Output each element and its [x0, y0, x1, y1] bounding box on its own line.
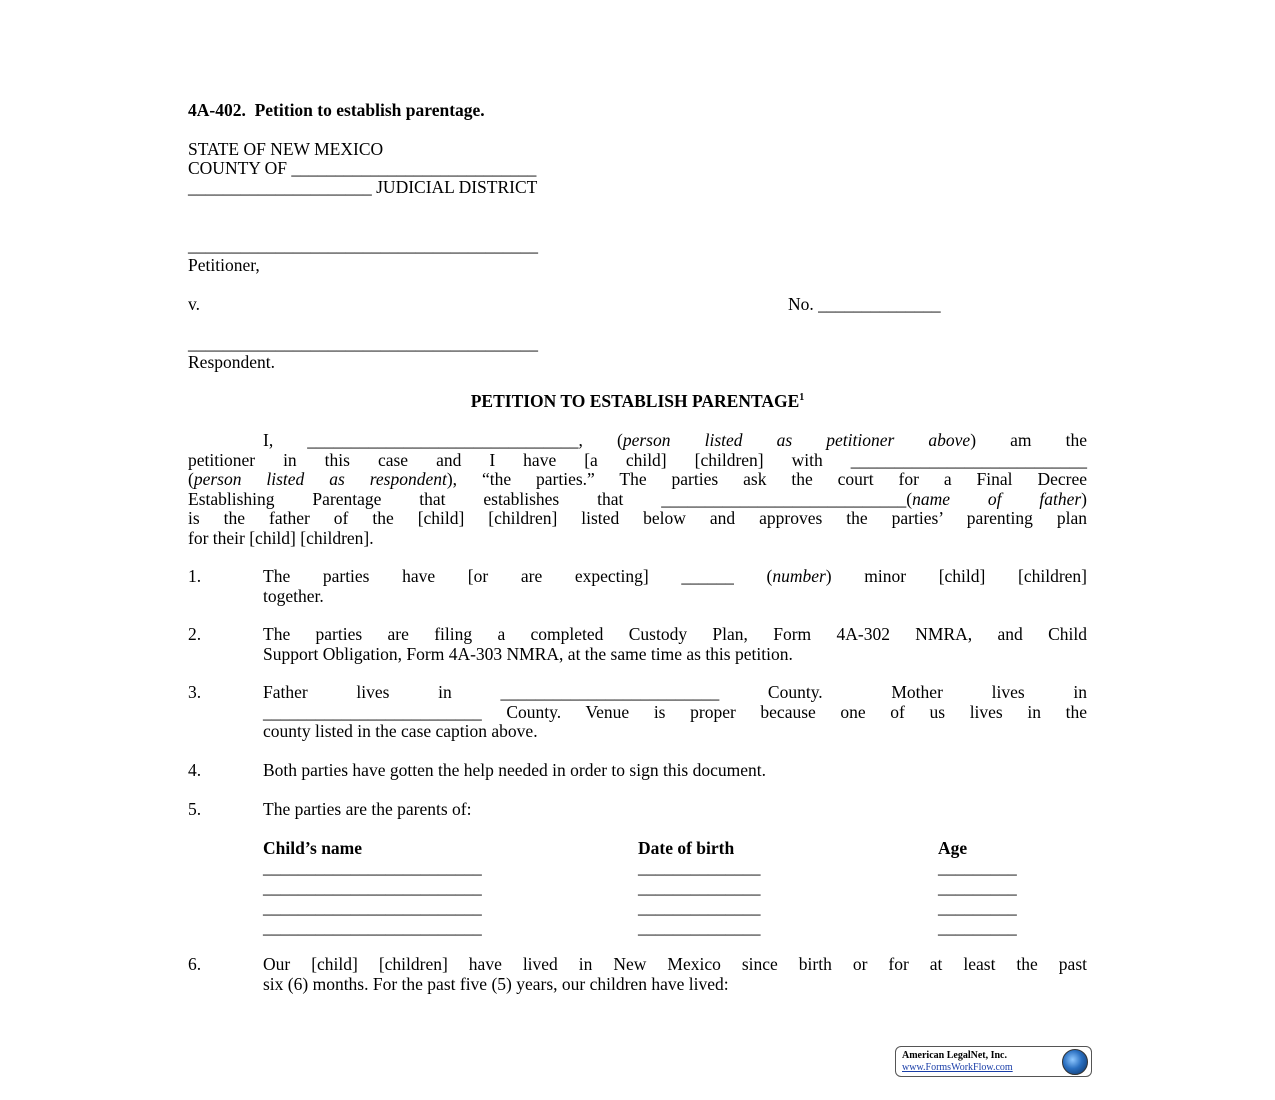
document-title: PETITION TO ESTABLISH PARENTAGE$^1$: [470, 391, 805, 411]
child-dob-blank: ______________: [638, 877, 761, 897]
logo-url-link[interactable]: www.FormsWorkFlow.com: [902, 1062, 1013, 1073]
item-5: The parties are the parents of:: [263, 799, 472, 819]
item-number-1: 1.: [188, 566, 202, 586]
item-3-line-1: Father lives in _________________________ County. Mother lives in: [263, 682, 1087, 702]
petitioner-blank: ________________________________________: [188, 235, 538, 255]
county-line: COUNTY OF ____________________________: [188, 158, 537, 178]
child-name-blank: _________________________: [263, 917, 482, 937]
intro-line-6: for their [child] [children].: [188, 527, 374, 548]
respondent-label: Respondent.: [188, 352, 276, 372]
col-header-dob: Date of birth: [638, 838, 735, 858]
child-dob-blank: ______________: [638, 897, 761, 917]
state-line: STATE OF NEW MEXICO: [188, 139, 384, 159]
item-number-4: 4.: [188, 760, 202, 780]
logo-company: American LegalNet, Inc.: [902, 1050, 1007, 1061]
child-age-blank: _________: [938, 917, 1017, 937]
item-2: The parties are filing a completed Custody Plan, Form 4A-302 NMRA, and Child Support Obligation, Form 4A-303 NMRA, at the same time as this petition.: [263, 624, 1087, 664]
district-line: _____________________ JUDICIAL DISTRICT: [188, 177, 538, 197]
intro-line-1: I, _______________________________, (person listed as petitioner above) am the: [263, 430, 1087, 450]
case-number: No. ______________: [788, 294, 941, 314]
globe-icon: [1062, 1049, 1088, 1075]
item-3: Father lives in _________________________ County. Mother lives in _________________________ County. Venue is proper because one of us lives in the county listed in the case caption above.: [263, 682, 1087, 741]
child-age-blank: _________: [938, 877, 1017, 897]
respondent-blank: ________________________________________: [188, 333, 538, 353]
item-number-6: 6.: [188, 954, 202, 974]
american-legalnet-logo[interactable]: [895, 1046, 1092, 1077]
item-number-2: 2.: [188, 624, 202, 644]
child-name-blank: _________________________: [263, 877, 482, 897]
intro-line-4: Establishing Parentage that establishes that ____________________________(name of father): [188, 488, 1087, 509]
child-age-blank: _________: [938, 897, 1017, 917]
petitioner-label: Petitioner,: [188, 255, 260, 275]
child-dob-blank: ______________: [638, 917, 761, 937]
item-number-3: 3.: [188, 682, 202, 702]
child-name-blank: _________________________: [263, 857, 482, 877]
item-4: Both parties have gotten the help needed in order to sign this document.: [263, 760, 767, 780]
child-name-blank: _________________________: [263, 897, 482, 917]
rule-title: 4A-402. Petition to establish parentage.: [188, 100, 485, 120]
item-6: Our [child] [children] have lived in New Mexico since birth or for at least the past six (6) months. For the past five (5) years, our children have lived:: [263, 954, 1087, 994]
intro-line-5: is the father of the [child] [children] listed below and approves the parties’ parenting plan: [188, 508, 1087, 528]
intro-line-3: (person listed as respondent), “the parties.” The parties ask the court for a Final Decree: [188, 469, 1087, 489]
child-age-blank: _________: [938, 857, 1017, 877]
col-header-name: Child’s name: [263, 838, 363, 858]
item-number-5: 5.: [188, 799, 202, 819]
intro-paragraph: [188, 431, 1087, 548]
item-1: The parties have [or are expecting] ______ (number) minor [child] [children] together.: [263, 566, 1087, 606]
versus: v.: [188, 294, 200, 314]
intro-line-2: petitioner in this case and I have [a child] [children] with ___________________________: [188, 449, 1087, 470]
footnote-mark: 1: [799, 392, 805, 404]
col-header-age: Age: [938, 838, 968, 858]
child-dob-blank: ______________: [638, 857, 761, 877]
